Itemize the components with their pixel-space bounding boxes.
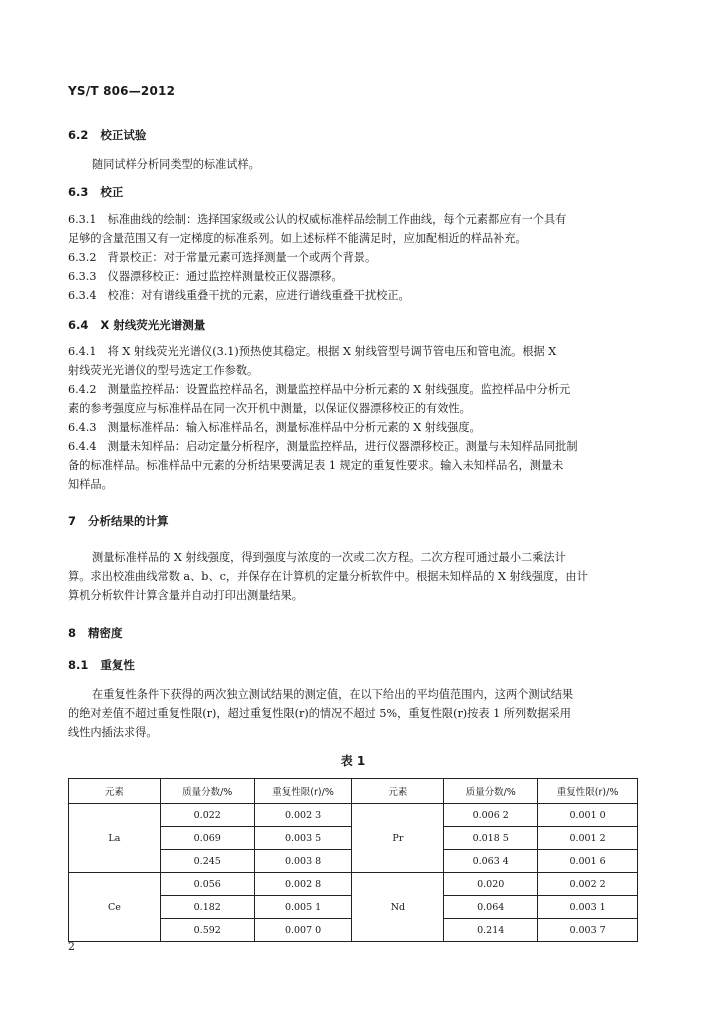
section-title: 分析结果的计算 — [88, 514, 169, 528]
repeatability-cell: 0.002 8 — [254, 873, 352, 896]
section-title: 校正试验 — [100, 128, 147, 142]
paragraph-line: 测量标准样品的 X 射线强度，得到强度与浓度的一次或二次方程。二次方程可通过最小二乘法计 — [92, 551, 566, 564]
section-heading-6-3 — [68, 184, 123, 200]
element-cell: Nd — [352, 873, 444, 942]
column-header: 重复性限(r)/% — [538, 779, 638, 804]
paragraph-line: 备的标准样品。标准样品中元素的分析结果要满足表 1 规定的重复性要求。输入未知样品名，测量未 — [68, 459, 564, 472]
section-heading-6-2 — [68, 127, 146, 143]
repeatability-table — [68, 778, 638, 942]
section-number: 7 — [68, 514, 77, 528]
section-title: 精密度 — [88, 626, 123, 640]
repeatability-cell: 0.001 2 — [538, 827, 638, 850]
section-heading-8-1 — [68, 657, 135, 673]
paragraph-line: 足够的含量范围又有一定梯度的标准系列。如上述标样不能满足时，应加配相近的样品补充。 — [68, 232, 527, 245]
section-heading-8 — [68, 625, 123, 641]
column-header: 元素 — [69, 779, 161, 804]
section-number: 8 — [68, 626, 77, 640]
mass-fraction-cell: 0.020 — [444, 873, 538, 896]
element-cell: Pr — [352, 804, 444, 873]
mass-fraction-cell: 0.018 5 — [444, 827, 538, 850]
mass-fraction-cell: 0.182 — [160, 896, 254, 919]
paragraph-line: 素的参考强度应与标准样品在同一次开机中测量，以保证仪器漂移校正的有效性。 — [68, 402, 471, 415]
mass-fraction-cell: 0.069 — [160, 827, 254, 850]
paragraph-line: 6.4.3 测量标准样品：输入标准样品名，测量标准样品中分析元素的 X 射线强度。 — [68, 421, 481, 434]
paragraph-line: 6.3.1 标准曲线的绘制：选择国家级或公认的权威标准样品绘制工作曲线，每个元素都应有一个具有 — [68, 213, 567, 226]
section-title: 校正 — [100, 185, 124, 199]
repeatability-cell: 0.003 1 — [538, 896, 638, 919]
mass-fraction-cell: 0.063 4 — [444, 850, 538, 873]
paragraph-line: 6.3.2 背景校正：对于常量元素可选择测量一个或两个背景。 — [68, 251, 377, 264]
section-number: 6.2 — [68, 128, 89, 142]
table-row — [69, 873, 638, 896]
repeatability-cell: 0.005 1 — [254, 896, 352, 919]
repeatability-cell: 0.003 8 — [254, 850, 352, 873]
table-header-row — [69, 779, 638, 804]
repeatability-cell: 0.002 2 — [538, 873, 638, 896]
paragraph-line: 射线荧光光谱仪的型号选定工作参数。 — [68, 364, 259, 377]
repeatability-cell: 0.001 6 — [538, 850, 638, 873]
section-number: 6.3 — [68, 185, 89, 199]
mass-fraction-cell: 0.006 2 — [444, 804, 538, 827]
repeatability-cell: 0.002 3 — [254, 804, 352, 827]
mass-fraction-cell: 0.056 — [160, 873, 254, 896]
paragraph-line: 6.4.1 将 X 射线荧光光谱仪(3.1)预热使其稳定。根据 X 射线管型号调节管电压和管电流。根据 X — [68, 345, 557, 358]
paragraph: 随同试样分析同类型的标准试样。 — [92, 158, 260, 171]
section-title: X 射线荧光光谱测量 — [100, 318, 206, 332]
paragraph-line: 6.4.4 测量未知样品：启动定量分析程序，测量监控样品，进行仪器漂移校正。测量与未知样品同批制 — [68, 440, 578, 453]
paragraph-line: 线性内插法求得。 — [68, 726, 158, 739]
column-header: 重复性限(r)/% — [254, 779, 352, 804]
repeatability-cell: 0.001 0 — [538, 804, 638, 827]
column-header: 质量分数/% — [160, 779, 254, 804]
column-header: 质量分数/% — [444, 779, 538, 804]
element-cell: Ce — [69, 873, 161, 942]
column-header: 元素 — [352, 779, 444, 804]
repeatability-cell: 0.003 5 — [254, 827, 352, 850]
paragraph-line: 算机分析软件计算含量并自动打印出测量结果。 — [68, 589, 303, 602]
mass-fraction-cell: 0.214 — [444, 919, 538, 942]
repeatability-cell: 0.007 0 — [254, 919, 352, 942]
paragraph-line: 在重复性条件下获得的两次独立测试结果的测定值，在以下给出的平均值范围内，这两个测试结果 — [92, 688, 574, 701]
section-heading-7 — [68, 513, 169, 529]
mass-fraction-cell: 0.592 — [160, 919, 254, 942]
standard-code: YS/T 806—2012 — [68, 84, 176, 98]
paragraph-line: 的绝对差值不超过重复性限(r)，超过重复性限(r)的情况不超过 5%，重复性限(r)按表 1 所列数据采用 — [68, 707, 571, 720]
section-number: 6.4 — [68, 318, 89, 332]
element-cell: La — [69, 804, 161, 873]
paragraph-line: 6.3.3 仪器漂移校正：通过监控样测量校正仪器漂移。 — [68, 270, 343, 283]
mass-fraction-cell: 0.245 — [160, 850, 254, 873]
table-row — [69, 804, 638, 827]
paragraph-line: 6.3.4 校准：对有谱线重叠干扰的元素，应进行谱线重叠干扰校正。 — [68, 289, 410, 302]
paragraph-line: 知样品。 — [68, 478, 113, 491]
table-caption: 表 1 — [340, 754, 366, 768]
paragraph-line: 6.4.2 测量监控样品：设置监控样品名，测量监控样品中分析元素的 X 射线强度。监控样品中分析元 — [68, 383, 571, 396]
paragraph-line: 算。求出校准曲线常数 a、b、c，并保存在计算机的定量分析软件中。根据未知样品的 X 射线强度，由计 — [68, 570, 588, 583]
mass-fraction-cell: 0.064 — [444, 896, 538, 919]
mass-fraction-cell: 0.022 — [160, 804, 254, 827]
section-number: 8.1 — [68, 658, 89, 672]
repeatability-cell: 0.003 7 — [538, 919, 638, 942]
section-heading-6-4 — [68, 317, 205, 333]
page-number: 2 — [68, 940, 75, 953]
section-title: 重复性 — [100, 658, 135, 672]
